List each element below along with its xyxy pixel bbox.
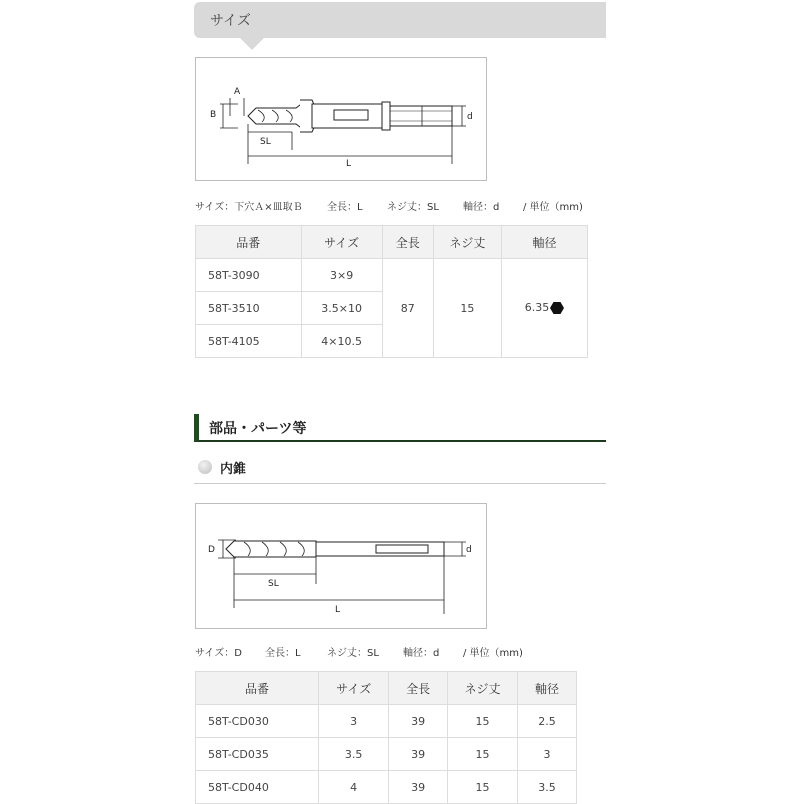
col-part: 品番: [196, 226, 302, 259]
thread-value: 15: [448, 738, 518, 771]
col-shaft: 軸径: [502, 226, 588, 259]
thread-value: 15: [433, 259, 501, 358]
countersink-bit-diagram: [195, 57, 487, 181]
dim-label-d: d: [467, 112, 473, 122]
dim-label-d-left: D: [208, 545, 215, 555]
size-section-header: [194, 2, 606, 38]
col-size: サイズ: [301, 226, 382, 259]
spec-unit: / 単位（mm): [463, 648, 523, 659]
length-value: 39: [389, 771, 448, 804]
part-number: 58T-3090: [196, 259, 302, 292]
part-number: 58T-CD030: [196, 705, 319, 738]
dim-label-d-right: d: [466, 545, 472, 555]
spec-thread: ネジ丈：SL: [387, 202, 439, 213]
inner-drill-spec-line: [195, 644, 605, 658]
dim-label-sl: SL: [268, 579, 279, 589]
col-length: 全長: [382, 226, 433, 259]
part-number: 58T-CD040: [196, 771, 319, 804]
spec-size: サイズ：D: [195, 648, 242, 659]
dim-label-sl: SL: [260, 137, 271, 147]
dim-label-b: B: [210, 110, 217, 120]
inner-drill-subheader: [194, 452, 606, 484]
size-value: 3×9: [301, 259, 382, 292]
table-row: [196, 705, 577, 738]
countersink-spec-table: [195, 225, 588, 358]
col-thread: ネジ丈: [448, 672, 518, 705]
inner-drill-diagram: [195, 503, 487, 629]
spec-length: 全長：L: [265, 648, 301, 659]
shaft-value: 3.5: [518, 771, 577, 804]
size-value: 3.5×10: [301, 292, 382, 325]
hex-shank-icon: [550, 301, 564, 315]
part-number: 58T-CD035: [196, 738, 319, 771]
col-size: サイズ: [319, 672, 389, 705]
size-value: 3.5: [319, 738, 389, 771]
spec-unit: / 単位（mm): [523, 202, 583, 213]
dim-label-l: L: [346, 159, 352, 169]
shaft-value-cell: [502, 259, 588, 358]
shaft-value: 2.5: [518, 705, 577, 738]
col-shaft: 軸径: [518, 672, 577, 705]
parts-section-title: 部品・パーツ等: [209, 421, 307, 437]
table-row: [196, 738, 577, 771]
col-part: 品番: [196, 672, 319, 705]
size-spec-line: [195, 198, 605, 212]
spec-length: 全長：L: [327, 202, 363, 213]
length-value: 87: [382, 259, 433, 358]
parts-section-header: [194, 414, 606, 442]
dim-label-a: A: [234, 87, 241, 97]
inner-drill-spec-table: [195, 671, 577, 804]
col-thread: ネジ丈: [433, 226, 501, 259]
thread-value: 15: [448, 705, 518, 738]
part-number: 58T-3510: [196, 292, 302, 325]
thread-value: 15: [448, 771, 518, 804]
size-section-title: サイズ: [210, 13, 251, 29]
part-number: 58T-4105: [196, 325, 302, 358]
dim-label-l: L: [335, 605, 341, 615]
bullet-icon: [198, 460, 212, 474]
shaft-value: 6.35: [524, 301, 550, 314]
length-value: 39: [389, 738, 448, 771]
header-pointer: [240, 38, 264, 50]
table-row: [196, 259, 588, 292]
size-value: 4×10.5: [301, 325, 382, 358]
shaft-value: 3: [518, 738, 577, 771]
col-length: 全長: [389, 672, 448, 705]
spec-shaft: 軸径：d: [463, 202, 500, 213]
spec-thread: ネジ丈：SL: [327, 648, 379, 659]
size-value: 4: [319, 771, 389, 804]
table-row: [196, 771, 577, 804]
spec-shaft: 軸径：d: [403, 648, 440, 659]
size-value: 3: [319, 705, 389, 738]
inner-drill-title: 内錐: [220, 462, 247, 477]
length-value: 39: [389, 705, 448, 738]
spec-size: サイズ：下穴Ａ×皿取Ｂ: [195, 202, 303, 213]
